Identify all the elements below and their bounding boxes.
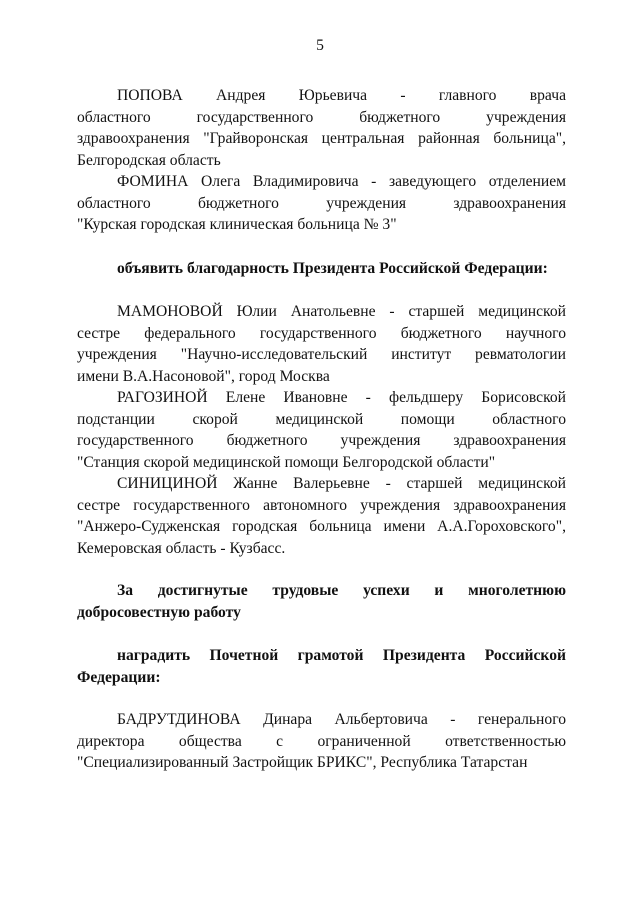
award-entry-badrutdinov xyxy=(77,709,566,774)
award-entry-sinitsina xyxy=(77,473,566,559)
entry-line: "Курская городская клиническая больница № 3" xyxy=(77,216,397,234)
section-heading-line: наградить Почетной грамотой Президента Российской xyxy=(117,647,566,664)
section-heading-gratitude xyxy=(77,258,566,280)
award-entry-ragozina xyxy=(77,387,566,473)
entry-line: областного бюджетного учреждения здравоохранения xyxy=(77,194,566,212)
entry-line: директора общества с ограниченной ответственностью xyxy=(77,732,566,750)
entry-line: МАМОНОВОЙ Юлии Анатольевне - старшей медицинской xyxy=(117,303,566,320)
entry-line: Кемеровская область - Кузбасс. xyxy=(77,539,286,557)
award-entry-fomin xyxy=(77,171,566,236)
section-heading-line: добросовестную работу xyxy=(77,603,241,621)
entry-line: ПОПОВА Андрея Юрьевича - главного врача xyxy=(117,87,566,104)
entry-line: имени В.А.Насоновой", город Москва xyxy=(77,367,330,385)
entry-line: Белгородская область xyxy=(77,151,221,169)
entry-line: здравоохранения "Грайворонская центральная районная больница", xyxy=(77,130,566,148)
entry-line: "Станция скорой медицинской помощи Белгородской области" xyxy=(77,453,496,471)
entry-line: "Анжеро-Судженская городская больница имени А.А.Гороховского", xyxy=(77,518,566,536)
award-entry-popov xyxy=(77,85,566,171)
page-number: 5 xyxy=(316,37,324,54)
entry-line: СИНИЦИНОЙ Жанне Валерьевне - старшей медицинской xyxy=(117,475,566,492)
entry-line: государственного бюджетного учреждения здравоохранения xyxy=(77,432,566,450)
entry-line: подстанции скорой медицинской помощи областного xyxy=(77,410,566,428)
entry-line: ФОМИНА Олега Владимировича - заведующего отделением xyxy=(117,173,566,190)
section-heading-line: Федерации: xyxy=(77,668,161,686)
section-heading-certificate xyxy=(77,645,566,688)
entry-line: "Специализированный Застройщик БРИКС", Республика Татарстан xyxy=(77,754,528,772)
entry-line: БАДРУТДИНОВА Динара Альбертовича - генерального xyxy=(117,711,566,728)
entry-line: сестре государственного автономного учреждения здравоохранения xyxy=(77,496,566,514)
entry-line: областного государственного бюджетного учреждения xyxy=(77,108,566,126)
section-heading-achievements xyxy=(77,580,566,623)
section-heading-line: За достигнутые трудовые успехи и многолетнюю xyxy=(117,582,566,599)
award-entry-mamonova xyxy=(77,301,566,387)
entry-line: сестре федерального государственного бюджетного научного xyxy=(77,324,566,342)
entry-line: учреждения "Научно-исследовательский институт ревматологии xyxy=(77,346,566,364)
section-heading-line: объявить благодарность Президента Российской Федерации: xyxy=(117,260,548,277)
entry-line: РАГОЗИНОЙ Елене Ивановне - фельдшеру Борисовской xyxy=(117,389,566,406)
